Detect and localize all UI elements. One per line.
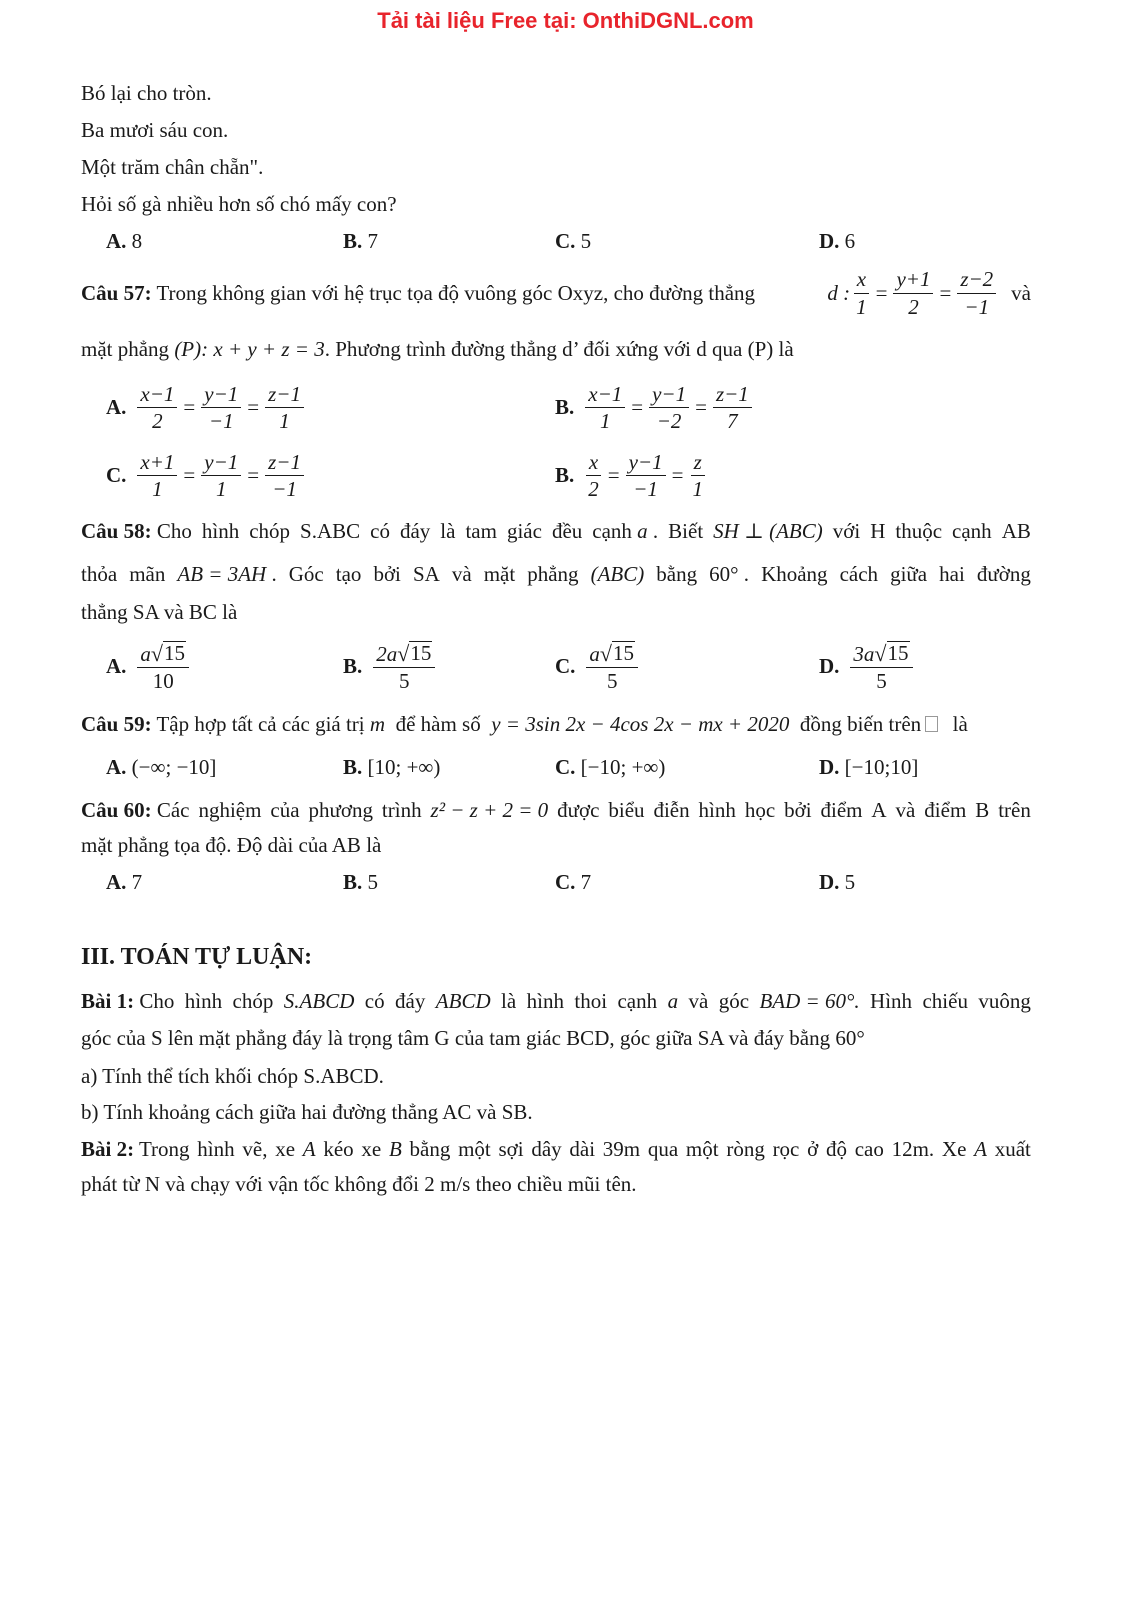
poem-line: Một trăm chân chẵn".: [81, 155, 264, 179]
bai2-line2: phát từ N và chạy với vận tốc không đổi 2 m/s theo chiều mũi tên.: [81, 1172, 637, 1196]
bai1-part-a: a) Tính thể tích khối chóp S.ABCD.: [81, 1064, 384, 1088]
question-58-line1: Câu 58: Cho hình chóp S.ABC có đáy là tam giác đều cạnh a . Biết SH ⊥ (ABC) với H thuộc cạnh AB: [81, 519, 1031, 543]
q60-option-d[interactable]: D. 5: [819, 870, 856, 894]
q60-option-a[interactable]: A. 7: [106, 870, 143, 894]
q56-option-d[interactable]: D. 6: [819, 229, 856, 253]
question-60-line2: mặt phẳng tọa độ. Độ dài của AB là: [81, 833, 382, 857]
q59-option-c[interactable]: C. [−10; +∞): [555, 755, 666, 779]
fraction: $\frac{y+1}{2}$: [893, 268, 933, 317]
q58-option-d[interactable]: D. 3a √ 15 5: [819, 641, 916, 692]
question-57-line1: Câu 57: Trong không gian với hệ trục tọa độ vuông góc Oxyz, cho đường thẳng d : $\frac{x}{1}$ = $\frac{y+1}{2}$ = $\frac{z-2}{-1}$ và: [81, 267, 1031, 319]
poem-line: Ba mươi sáu con.: [81, 118, 229, 142]
q58-option-a[interactable]: A. a √ 15 10: [106, 641, 192, 692]
real-numbers-symbol: [925, 716, 938, 732]
q57-option-d[interactable]: B. $\frac{x}{2}$ = $\frac{y-1}{-1}$ = $\frac{z}{1}$: [555, 450, 703, 502]
q58-option-c[interactable]: C. a √ 15 5: [555, 641, 641, 692]
q57-option-a[interactable]: A. $\frac{x-1}{2}$ = $\frac{y-1}{-1}$ = $\frac{z-1}{1}$: [106, 383, 307, 432]
question-58-line2: thỏa mãn AB = 3AH . Góc tạo bởi SA và mặt phẳng (ABC) bằng 60° . Khoảng cách giữa hai đường: [81, 562, 1031, 586]
fraction: $\frac{z-2}{-1}$: [957, 268, 996, 317]
q58-option-b[interactable]: B. 2a √ 15 5: [343, 641, 438, 692]
q56-option-b[interactable]: B. 7: [343, 229, 379, 253]
question-label: Câu 57:: [81, 280, 152, 305]
bai1-line2: góc của S lên mặt phẳng đáy là trọng tâm G của tam giác BCD, góc giữa SA và đáy bằng 60°: [81, 1026, 865, 1050]
q60-option-b[interactable]: B. 5: [343, 870, 379, 894]
q60-option-c[interactable]: C. 7: [555, 870, 592, 894]
q57-option-c[interactable]: C. $\frac{x+1}{1}$ = $\frac{y-1}{1}$ = $\frac{z-1}{-1}$: [106, 451, 307, 500]
q59-option-b[interactable]: B. [10; +∞): [343, 755, 441, 779]
question-60-line1: Câu 60: Các nghiệm của phương trình z² − z + 2 = 0 được biểu điễn hình học bởi điểm A và điểm B trên: [81, 798, 1031, 822]
q56-option-c[interactable]: C. 5: [555, 229, 592, 253]
q57-option-b[interactable]: B. $\frac{x-1}{1}$ = $\frac{y-1}{-2}$ = $\frac{z-1}{7}$: [555, 383, 755, 432]
section-heading: III. TOÁN TỰ LUẬN:: [81, 944, 313, 970]
question-59-text: Câu 59: Tập hợp tất cả các giá trị m để hàm số y = 3sin 2x − 4cos 2x − mx + 2020 đồng biến trên là: [81, 712, 968, 736]
q59-option-a[interactable]: A. (−∞; −10]: [106, 755, 217, 779]
bai2-line1: Bài 2: Trong hình vẽ, xe A kéo xe B bằng một sợi dây dài 39m qua một ròng rọc ở độ cao 12m. Xe A xuất: [81, 1137, 1031, 1161]
site-header-link[interactable]: Tải tài liệu Free tại: OnthiDGNL.com: [377, 8, 754, 33]
bai1-line1: Bài 1: Cho hình chóp S.ABCD có đáy ABCD là hình thoi cạnh a và góc BAD = 60°. Hình chiếu vuông: [81, 989, 1031, 1013]
bai1-part-b: b) Tính khoảng cách giữa hai đường thẳng AC và SB.: [81, 1100, 533, 1124]
q56-option-a[interactable]: A. 8: [106, 229, 143, 253]
fraction: $\frac{x}{1}$: [853, 268, 870, 317]
q59-option-d[interactable]: D. [−10;10]: [819, 755, 919, 779]
question-57-line2: mặt phẳng (P): x + y + z = 3. Phương trình đường thẳng d’ đối xứng với d qua (P) là: [81, 337, 794, 361]
question-56-text: Hỏi số gà nhiều hơn số chó mấy con?: [81, 192, 397, 216]
poem-line: Bó lại cho tròn.: [81, 81, 212, 105]
question-58-line3: thẳng SA và BC là: [81, 600, 238, 624]
